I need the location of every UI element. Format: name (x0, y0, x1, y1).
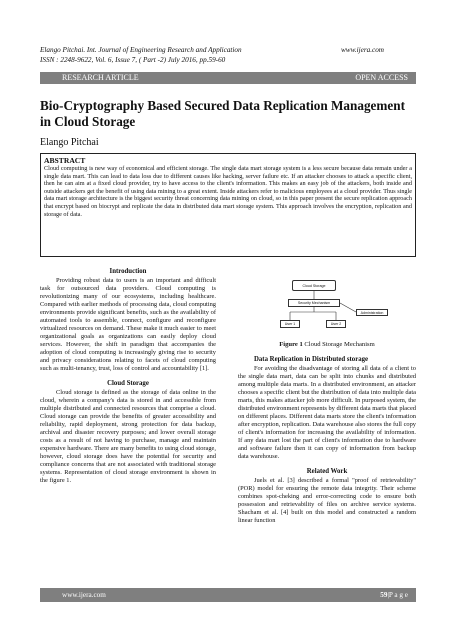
cloud-storage-text: Cloud storage is defined as the storage of data online in the cloud, wherein a company's data is stored in and accessible from multiple distributed and connected resources that comprise a cloud. Cloud storage can provide the benefits of greater accessibility and reliability, rapid deployment, strong protection for data backup, archival and disaster recovery purposes; and lower overall storage costs as a result of not having to purchase, manage and maintain expensive hardware. There are many benefits to using cloud storage, however, cloud storage does have the potential for security and compliance concerns that are not associated with traditional storage systems. Representation of cloud storage environment is shown in the figure 1. (40, 389, 216, 484)
paper-title-line-2: in Cloud Storage (40, 114, 136, 129)
abstract-box (40, 153, 416, 257)
left-column (40, 264, 216, 485)
journal-citation: Elango Pitchai. Int. Journal of Engineering Research and Application (40, 46, 242, 54)
research-article-label: RESEARCH ARTICLE (62, 73, 139, 82)
footer-url: www.ijera.com (62, 591, 106, 599)
introduction-heading: Introduction (109, 268, 147, 275)
page-number: 59 (380, 591, 388, 599)
user-1-box: User 1 (280, 320, 300, 328)
paper-title (40, 98, 405, 130)
figure-1-caption-label: Figure 1 (279, 341, 303, 348)
figure-1-diagram (270, 276, 390, 338)
footer-page (380, 588, 408, 602)
related-work-text: Juels et al. [3] described a formal "proof of retrievability" (POR) model for ensuring the remote data integrity. Their scheme combines spot-cheking and error-correcting code to ensure both possession and retrievability of files on archive service systems. Shacham et al. [4] built on this model and constructed a random linear function (238, 477, 416, 524)
cloud-storage-box: Cloud Storage (292, 280, 336, 291)
issn-line: ISSN : 2248-9622, Vol. 6, Issue 7, ( Part -2) July 2016, pp.59-60 (40, 56, 226, 64)
paper-title-line-1: Bio-Cryptography Based Secured Data Replication Management (40, 98, 405, 113)
administration-box: Administration (356, 309, 388, 316)
data-replication-text: For avoiding the disadvantage of storing all data of a client to the single data mart, data can be split into chunks and distributed among multiple data marts. In a distributed environment, an attacker chooses a specific client but the distribution of data into multiple data marts, this makes attacker job more difficult. In purposed system, the distributed environment represents by different data marts that placed on different places. Different data marts store the client's information after encryption, replication. Data warehouse also stores the full copy of client's information for increasing the availability of information. If any data mart lost the part of client's information due to hardware and software failure then it can copy of information from backup data warehouse. (238, 365, 417, 460)
figure-1-caption (238, 341, 416, 348)
introduction-text: Providing robust data to users is an important and difficult task for outsourced data providers. Cloud computing is revolutionizing many of our ecosystems, including healthcare. Compared with earlier methods of processing data, cloud computing environments provide significant benefits, such as the availability of automated tools to assemble, connect, configure and reconfigure virtualized resources on demand. These make it much easier to meet organizational goals as organizations can easily deploy cloud services. However, the shift in paradigm that accompanies the adoption of cloud computing is increasingly giving rise to security and privacy considerations relating to facets of cloud computing such as multi-tenancy, trust, loss of control and accountability [1]. (40, 277, 216, 372)
cloud-storage-heading: Cloud Storage (107, 380, 149, 387)
page-label: |P a g e (387, 591, 408, 599)
related-work-heading: Related Work (306, 468, 348, 475)
open-access-label: OPEN ACCESS (355, 73, 408, 82)
figure-1-caption-text: Cloud Storage Mechanism (302, 341, 375, 348)
security-mechanism-box: Security Mechanism (288, 299, 340, 307)
paper-author: Elango Pitchai (40, 137, 99, 148)
data-replication-heading: Data Replication in Distributed storage (254, 356, 369, 363)
right-column (238, 352, 416, 525)
user-2-box: User 2 (326, 320, 346, 328)
abstract-body: Cloud computing is new way of economical and efficient storage. The single data mart storage system is a less secure because data remain under a single data mart. This can lead to data loss due to different causes like hacking, server failure etc. If an attacker chooses to attack a specific client, then he can aim at a fixed cloud provider, try to have access to the client's information. This makes an easy job of the attackers, both inside and outside attackers get the benefit of using data mining to a great extent. Inside attackers refer to malicious employees at a cloud provider. Thus single data mart storage architecture is the biggest security threat concerning data mining on cloud, so in this paper present the secure replication approach that encrypt based on biocrypt and replicate the data in distributed data mart storage system. This approach involves the encryption, replication and storage of data. (44, 165, 412, 218)
article-type-bar (40, 72, 416, 84)
abstract-heading: ABSTRACT (44, 156, 86, 165)
journal-url: www.ijera.com (341, 46, 384, 54)
page-footer (40, 588, 416, 602)
